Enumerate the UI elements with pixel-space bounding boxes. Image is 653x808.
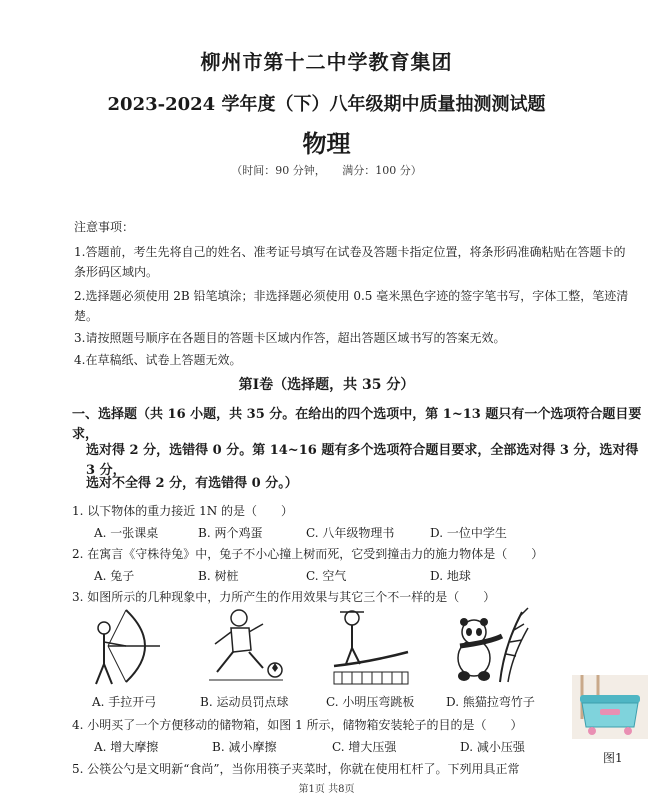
- notice-item-4: 4.在草稿纸、试卷上答题无效。: [74, 353, 242, 367]
- notice-item-2: 2.选择题必须使用 2B 铅笔填涂；非选择题必须使用 0.5 毫米黑色字迹的签字笔书写，字体工整，笔迹清楚。: [74, 289, 629, 323]
- option-a: A. 兔子: [94, 569, 135, 583]
- option-b: B. 两个鸡蛋: [198, 526, 263, 540]
- panda-bamboo-icon: [450, 606, 530, 686]
- section-title: 第Ⅰ卷（选择题，共 35 分）: [238, 377, 415, 393]
- figure-1-caption: 图1: [603, 751, 623, 765]
- figure-label-d: D. 熊猫拉弯竹子: [446, 695, 535, 709]
- notice-title: 注意事项：: [74, 220, 135, 234]
- option-b: B. 树桩: [198, 569, 239, 583]
- question-1-stem: 1. 以下物体的重力接近 1N 的是（ ）: [72, 504, 294, 518]
- question-5-stem: 5. 公筷公勺是文明新“食尚”，当你用筷子夹菜时，你就在使用杠杆了。下列用具正常: [72, 762, 520, 776]
- figure-label-b: B. 运动员罚点球: [200, 695, 289, 709]
- notice-item-3: 3.请按照题号顺序在各题目的答题卡区域内作答，超出答题区域书写的答案无效。: [74, 331, 506, 345]
- option-d: D. 一位中学生: [430, 526, 507, 540]
- part-one-line-1: 一、选择题（共 16 小题，共 35 分。在给出的四个选项中，第 1~13 题只有一个选项符合题目要求，: [72, 407, 642, 442]
- figure-label-a: A. 手拉开弓: [92, 695, 157, 709]
- option-c: C. 八年级物理书: [306, 526, 395, 540]
- part-one-line-2: 选对得 2 分，选错得 0 分。第 14~16 题有多个选项符合题目要求，全部选对得 3 分，选对得 3 分，: [86, 443, 639, 478]
- notice-item-1: 1.答题前，考生先将自己的姓名、准考证号填写在试卷及答题卡指定位置，将条形码准确粘贴在答题卡的条形码区域内。: [74, 245, 626, 279]
- storage-box-icon: [572, 675, 648, 739]
- exam-title: 2023-2024 学年度（下）八年级期中质量抽测测试题: [107, 94, 546, 115]
- time-info: （时间：90 分钟， 满分：100 分）: [231, 164, 422, 177]
- soccer-player-icon: [205, 606, 285, 686]
- figure-label-c: C. 小明压弯跳板: [326, 695, 415, 709]
- option-d: D. 减小压强: [460, 740, 525, 754]
- option-b: B. 减小摩擦: [212, 740, 277, 754]
- question-2-stem: 2. 在寓言《守株待兔》中，兔子不小心撞上树而死，它受到撞击力的施力物体是（ ）: [72, 547, 544, 561]
- school-name: 柳州市第十二中学教育集团: [200, 50, 453, 74]
- question-3-stem: 3. 如图所示的几种现象中，力所产生的作用效果与其它三个不一样的是（ ）: [72, 590, 496, 604]
- option-a: A. 增大摩擦: [94, 740, 159, 754]
- part-one-line-3: 选对不全得 2 分，有选错得 0 分。）: [86, 476, 298, 491]
- subject-title: 物理: [302, 129, 351, 158]
- option-c: C. 增大压强: [332, 740, 397, 754]
- question-4-stem: 4. 小明买了一个方便移动的储物箱，如图 1 所示，储物箱安装轮子的目的是（ ）: [72, 718, 523, 732]
- option-c: C. 空气: [306, 569, 347, 583]
- archer-icon: [86, 606, 166, 686]
- diving-board-icon: [330, 606, 410, 686]
- option-a: A. 一张课桌: [94, 526, 159, 540]
- page-footer: 第1页 共8页: [298, 784, 355, 795]
- option-d: D. 地球: [430, 569, 471, 583]
